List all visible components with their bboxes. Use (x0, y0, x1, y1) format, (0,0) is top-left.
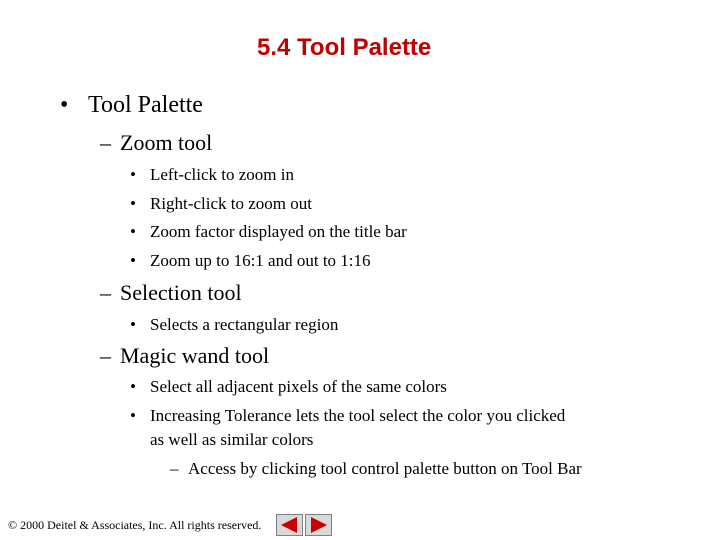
slide-title-text: 5.4 Tool Palette (257, 34, 432, 61)
subheading-text: Zoom tool (120, 130, 213, 155)
list-item-text: Zoom factor displayed on the title bar (150, 222, 407, 241)
next-slide-button[interactable] (305, 514, 332, 536)
sub-list-item-text: Access by clicking tool control palette button on Tool Bar (188, 459, 582, 478)
prev-arrow-icon (276, 514, 303, 536)
subheading-text: Selection tool (120, 280, 242, 305)
next-arrow-icon (305, 514, 332, 536)
list-item-text: Right-click to zoom out (150, 194, 312, 213)
dash-glyph: – (100, 280, 111, 305)
copyright-footer: © 2000 Deitel & Associates, Inc. All rights reserved. (8, 518, 262, 532)
bullet-glyph: • (130, 222, 136, 241)
list-item-text: Increasing Tolerance lets the tool select the color you clicked (150, 406, 566, 425)
bullet-glyph: • (130, 251, 136, 270)
list-item-text: Zoom up to 16:1 and out to 1:16 (150, 251, 371, 270)
subheading-text: Magic wand tool (120, 343, 270, 368)
dash-glyph: – (100, 343, 111, 368)
list-item-text: Left-click to zoom in (150, 165, 294, 184)
list-item-text: Selects a rectangular region (150, 315, 339, 334)
list-item-text: Select all adjacent pixels of the same colors (150, 377, 447, 396)
prev-slide-button[interactable] (276, 514, 303, 536)
bullet-glyph: • (130, 406, 136, 425)
bullet-glyph: • (130, 194, 136, 213)
bullet-glyph: • (60, 92, 69, 118)
dash-glyph: – (170, 459, 179, 478)
bullet-text: Tool Palette (88, 92, 203, 118)
bullet-glyph: • (130, 315, 136, 334)
dash-glyph: – (100, 130, 111, 155)
bullet-glyph: • (130, 165, 136, 184)
list-item-text: as well as similar colors (150, 430, 314, 449)
bullet-glyph: • (130, 377, 136, 396)
